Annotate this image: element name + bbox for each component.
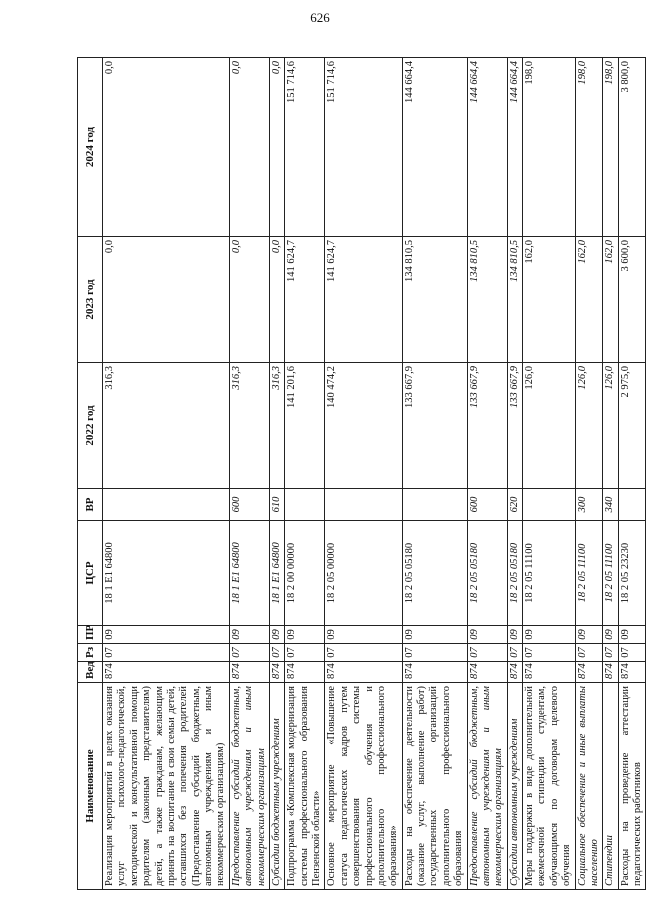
- row-rz: 07: [575, 644, 603, 662]
- row-vr: 340: [603, 489, 618, 521]
- row-2024: 144 664,4: [402, 58, 467, 237]
- row-ved: 874: [325, 662, 402, 683]
- budget-table-rotated: [77, 58, 643, 890]
- row-ved: 874: [229, 662, 269, 683]
- header-csr: ЦСР: [78, 521, 103, 626]
- row-2023: 0,0: [269, 237, 284, 363]
- row-2022: 316,3: [269, 363, 284, 489]
- header-2022: 2022 год: [78, 363, 103, 489]
- row-2023: 141 624,7: [285, 237, 325, 363]
- row-2024: 144 664,4: [467, 58, 507, 237]
- row-ved: 874: [103, 662, 230, 683]
- row-rz: 07: [523, 644, 576, 662]
- row-2022: 316,3: [103, 363, 230, 489]
- row-2023: 162,0: [523, 237, 576, 363]
- row-vr: [325, 489, 402, 521]
- row-2023: 134 810,5: [507, 237, 522, 363]
- row-rz: 07: [269, 644, 284, 662]
- row-pr: 09: [507, 626, 522, 644]
- table-row: [285, 58, 325, 890]
- row-ved: 874: [467, 662, 507, 683]
- row-pr: 09: [269, 626, 284, 644]
- row-2022: 126,0: [575, 363, 603, 489]
- table-row: [618, 58, 646, 890]
- row-2022: 133 667,9: [467, 363, 507, 489]
- row-rz: 07: [467, 644, 507, 662]
- row-2024: 151 714,6: [285, 58, 325, 237]
- row-vr: [523, 489, 576, 521]
- row-vr: 600: [467, 489, 507, 521]
- row-pr: 09: [229, 626, 269, 644]
- row-vr: [402, 489, 467, 521]
- row-2023: 0,0: [229, 237, 269, 363]
- table-header-row: [78, 58, 103, 890]
- row-rz: 07: [507, 644, 522, 662]
- header-ved: Вед: [78, 662, 103, 683]
- header-2023: 2023 год: [78, 237, 103, 363]
- row-rz: 07: [285, 644, 325, 662]
- row-name: Предоставление субсидий бюджетным, автономным учреждениям и иным некоммерческим организациям: [229, 683, 269, 890]
- row-name: Субсидии бюджетным учреждениям: [269, 683, 284, 890]
- row-name: Расходы на обеспечение деятельности (оказание услуг, выполнение работ) государственных организаций дополнительного профессионального образования: [402, 683, 467, 890]
- row-pr: 09: [523, 626, 576, 644]
- row-ved: 874: [269, 662, 284, 683]
- row-2022: 126,0: [603, 363, 618, 489]
- row-csr: 18 2 05 05180: [507, 521, 522, 626]
- row-2024: 144 664,4: [507, 58, 522, 237]
- row-2023: 134 810,5: [402, 237, 467, 363]
- row-rz: 07: [618, 644, 646, 662]
- row-2022: 141 201,6: [285, 363, 325, 489]
- budget-table: [77, 57, 646, 890]
- row-ved: 874: [507, 662, 522, 683]
- table-row: [523, 58, 576, 890]
- row-2022: 133 667,9: [402, 363, 467, 489]
- table-row: [269, 58, 284, 890]
- row-2024: 198,0: [603, 58, 618, 237]
- row-2024: 198,0: [523, 58, 576, 237]
- row-csr: 18 2 05 11100: [523, 521, 576, 626]
- table-row: [103, 58, 230, 890]
- row-name: Расходы на проведение аттестации педагогических работников: [618, 683, 646, 890]
- row-csr: 18 1 E1 64800: [229, 521, 269, 626]
- row-rz: 07: [103, 644, 230, 662]
- row-2023: 162,0: [603, 237, 618, 363]
- row-vr: [103, 489, 230, 521]
- row-rz: 07: [325, 644, 402, 662]
- row-csr: 18 2 05 11100: [603, 521, 618, 626]
- row-pr: 09: [575, 626, 603, 644]
- header-2024: 2024 год: [78, 58, 103, 237]
- row-vr: [285, 489, 325, 521]
- row-pr: 09: [325, 626, 402, 644]
- row-2024: 3 800,0: [618, 58, 646, 237]
- table-row: [402, 58, 467, 890]
- row-ved: 874: [285, 662, 325, 683]
- row-csr: 18 2 05 05180: [467, 521, 507, 626]
- row-2022: 2 975,0: [618, 363, 646, 489]
- row-name: Социальное обеспечение и иные выплаты населению: [575, 683, 603, 890]
- row-rz: 07: [603, 644, 618, 662]
- row-csr: 18 1 E1 64800: [269, 521, 284, 626]
- row-2023: 134 810,5: [467, 237, 507, 363]
- row-2023: 141 624,7: [325, 237, 402, 363]
- row-2024: 0,0: [229, 58, 269, 237]
- row-vr: 620: [507, 489, 522, 521]
- row-ved: 874: [575, 662, 603, 683]
- row-2023: 0,0: [103, 237, 230, 363]
- row-csr: 18 2 05 00000: [325, 521, 402, 626]
- row-2024: 151 714,6: [325, 58, 402, 237]
- row-name: Основное мероприятие «Повышение статуса педагогических кадров путем совершенствования системы профессионального обучения и дополнительного профессионального образования»: [325, 683, 402, 890]
- row-vr: [618, 489, 646, 521]
- row-csr: 18 2 05 05180: [402, 521, 467, 626]
- row-name: Реализация мероприятий в целях оказания услуг психолого-педагогической, методической и консультативной помощи родителям (законным представителям) детей, а также гражданам, желающим принять на воспитание в свои семьи детей, оставшихся без попечения родителей (Предоставление субсидий бюджетным, автономным учреждениям и иным некоммерческим организациям): [103, 683, 230, 890]
- row-name: Предоставление субсидий бюджетным, автономным учреждениям и иным некоммерческим организациям: [467, 683, 507, 890]
- row-csr: 18 2 00 00000: [285, 521, 325, 626]
- row-pr: 09: [402, 626, 467, 644]
- row-pr: 09: [285, 626, 325, 644]
- row-name: Стипендии: [603, 683, 618, 890]
- row-2022: 140 474,2: [325, 363, 402, 489]
- row-ved: 874: [603, 662, 618, 683]
- row-pr: 09: [603, 626, 618, 644]
- row-pr: 09: [618, 626, 646, 644]
- row-vr: 300: [575, 489, 603, 521]
- row-pr: 09: [467, 626, 507, 644]
- row-2024: 198,0: [575, 58, 603, 237]
- row-2023: 3 600,0: [618, 237, 646, 363]
- row-2022: 126,0: [523, 363, 576, 489]
- row-pr: 09: [103, 626, 230, 644]
- table-row: [325, 58, 402, 890]
- row-name: Подпрограмма «Комплексная модернизация системы профессионального образования Пензенской области»: [285, 683, 325, 890]
- row-ved: 874: [523, 662, 576, 683]
- row-csr: 18 2 05 11100: [575, 521, 603, 626]
- row-name: Субсидии автономным учреждениям: [507, 683, 522, 890]
- row-2023: 162,0: [575, 237, 603, 363]
- row-csr: 18 1 E1 64800: [103, 521, 230, 626]
- page-number: 626: [310, 10, 330, 25]
- row-2024: 0,0: [103, 58, 230, 237]
- header-pr: ПР: [78, 626, 103, 644]
- row-ved: 874: [402, 662, 467, 683]
- header-name: Наименование: [78, 683, 103, 890]
- row-rz: 07: [402, 644, 467, 662]
- row-vr: 600: [229, 489, 269, 521]
- row-2022: 133 667,9: [507, 363, 522, 489]
- row-csr: 18 2 05 23230: [618, 521, 646, 626]
- table-row: [229, 58, 269, 890]
- header-rz: Рз: [78, 644, 103, 662]
- row-vr: 610: [269, 489, 284, 521]
- row-ved: 874: [618, 662, 646, 683]
- header-vr: ВР: [78, 489, 103, 521]
- row-2022: 316,3: [229, 363, 269, 489]
- table-row: [507, 58, 522, 890]
- table-row: [603, 58, 618, 890]
- table-row: [467, 58, 507, 890]
- table-row: [575, 58, 603, 890]
- row-name: Меры поддержки в виде дополнительной ежемесячной стипендии студентам, обучающимся по договорам целевого обучения: [523, 683, 576, 890]
- row-rz: 07: [229, 644, 269, 662]
- row-2024: 0,0: [269, 58, 284, 237]
